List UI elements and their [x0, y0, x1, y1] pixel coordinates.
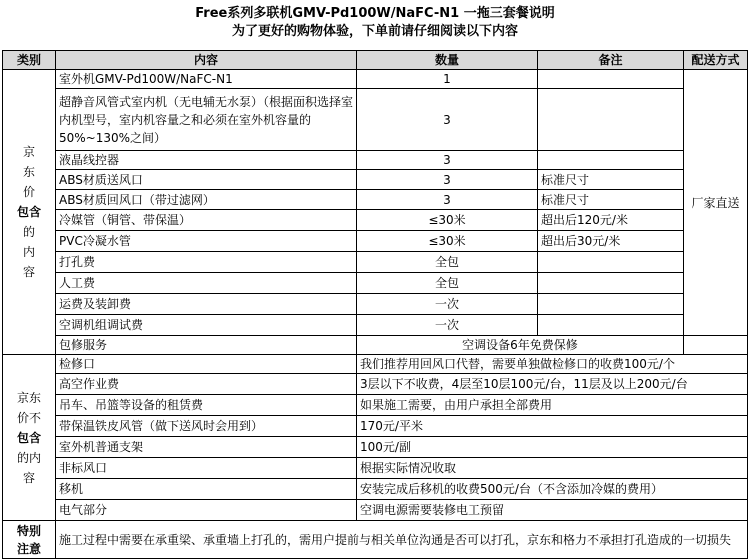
remark-cell: 超出后30元/米	[538, 231, 684, 252]
note-cell: 如果施工需要，由用户承担全部费用	[357, 395, 748, 416]
category-line: 容	[22, 470, 35, 485]
content-cell: ABS材质回风口（带过滤网）	[56, 190, 357, 210]
header-quantity: 数量	[357, 51, 538, 70]
remark-cell: 超出后120元/米	[538, 210, 684, 231]
category-line: 京东	[16, 390, 41, 405]
table-row	[3, 458, 748, 479]
content-cell: 人工费	[56, 273, 357, 294]
category-line: 价	[22, 185, 35, 199]
note-cell: 我们推荐用回风口代替，需要单独做检修口的收费100元/个	[357, 355, 748, 374]
content-cell: 运费及装卸费	[56, 294, 357, 315]
content-cell: 高空作业费	[56, 374, 357, 395]
content-cell: 包修服务	[56, 336, 357, 355]
delivery-cell: 厂家直送	[684, 70, 748, 336]
note-cell: 170元/平米	[357, 416, 748, 437]
category-line	[3, 408, 55, 428]
category-line: 的	[22, 225, 35, 239]
special-label-line: 注意	[16, 541, 41, 556]
remark-cell: 标准尺寸	[538, 190, 684, 210]
note-cell: 空调电源需要装修电工预留	[357, 500, 748, 521]
table-row	[3, 151, 748, 170]
content-cell: 检修口	[56, 355, 357, 374]
table-row	[3, 355, 748, 374]
remark-cell	[538, 70, 684, 89]
content-cell: 空调机组调试费	[56, 315, 357, 336]
remark-cell	[538, 273, 684, 294]
included-category-cell	[3, 70, 56, 355]
category-line: 内	[22, 245, 35, 259]
note-cell: 安装完成后移机的收费500元/台（不含添加冷媒的费用）	[357, 479, 748, 500]
content-cell: 室外机普通支架	[56, 437, 357, 458]
special-label-line: 特别	[16, 523, 41, 538]
remark-cell	[538, 89, 684, 151]
category-line: 包含	[16, 205, 41, 219]
header-content: 内容	[56, 51, 357, 70]
table-row	[3, 170, 748, 190]
category-line: 的内	[16, 450, 41, 465]
content-cell: 室外机GMV-Pd100W/NaFC-N1	[56, 70, 357, 89]
table-row	[3, 416, 748, 437]
table-row	[3, 374, 748, 395]
content-cell: ABS材质送风口	[56, 170, 357, 190]
table-row	[3, 252, 748, 273]
special-notice-text: 施工过程中需要在承重梁、承重墙上打孔的，需用户提前与相关单位沟通是否可以打孔，京东和格力不承担打孔造成的一切损失	[56, 521, 748, 559]
content-cell: 移机	[56, 479, 357, 500]
note-cell: 100元/副	[357, 437, 748, 458]
category-line: 东	[22, 165, 35, 179]
remark-cell: 标准尺寸	[538, 170, 684, 190]
table-row	[3, 210, 748, 231]
quantity-cell: 一次	[357, 315, 538, 336]
table-row	[3, 315, 748, 336]
table-row	[3, 437, 748, 458]
table-row	[3, 395, 748, 416]
content-cell: 冷媒管（铜管、带保温）	[56, 210, 357, 231]
quantity-cell: 全包	[357, 252, 538, 273]
quantity-cell: ≤30米	[357, 231, 538, 252]
table-row	[3, 89, 748, 151]
header-category: 类别	[3, 51, 56, 70]
quantity-cell: ≤30米	[357, 210, 538, 231]
category-line: 包含	[16, 430, 41, 445]
page-title: Free系列多联机GMV-Pd100W/NaFC-N1 一拖三套餐说明	[195, 6, 555, 21]
table-row	[3, 70, 748, 89]
quantity-cell: 3	[357, 89, 538, 151]
quantity-cell: 全包	[357, 273, 538, 294]
table-row	[3, 231, 748, 252]
content-cell: 打孔费	[56, 252, 357, 273]
remark-cell	[538, 294, 684, 315]
remark-cell	[538, 252, 684, 273]
remark-cell	[538, 151, 684, 170]
table-row	[3, 500, 748, 521]
page-subtitle: 为了更好的购物体验，下单前请仔细阅读以下内容	[231, 24, 518, 39]
category-line-text: 价不	[16, 410, 41, 425]
quantity-cell: 1	[357, 70, 538, 89]
note-cell: 根据实际情况收取	[357, 458, 748, 479]
remark-cell	[538, 315, 684, 336]
content-cell: 超静音风管式室内机（无电辅无水泵）（根据面积选择室内机型号，室内机容量之和必须在室外机容量的50%~130%之间）	[56, 89, 357, 151]
header-delivery: 配送方式	[684, 51, 748, 70]
table-row	[3, 479, 748, 500]
table-row	[3, 336, 748, 355]
quantity-cell: 3	[357, 151, 538, 170]
content-cell: 电气部分	[56, 500, 357, 521]
quantity-cell: 3	[357, 170, 538, 190]
note-cell: 3层以下不收费，4层至10层100元/台，11层及以上200元/台	[357, 374, 748, 395]
header-remark: 备注	[538, 51, 684, 70]
content-cell: 非标风口	[56, 458, 357, 479]
delivery-empty-cell	[684, 336, 748, 355]
content-cell: 液晶线控器	[56, 151, 357, 170]
package-table	[2, 50, 748, 559]
quantity-cell: 3	[357, 190, 538, 210]
table-row	[3, 273, 748, 294]
table-header-row	[3, 51, 748, 70]
category-line: 京	[22, 145, 35, 159]
content-cell: PVC冷凝水管	[56, 231, 357, 252]
special-notice-label	[3, 521, 56, 559]
content-cell: 带保温铁皮风管（做下送风时会用到）	[56, 416, 357, 437]
excluded-category-cell	[3, 355, 56, 521]
content-cell: 吊车、吊篮等设备的租赁费	[56, 395, 357, 416]
quantity-cell: 一次	[357, 294, 538, 315]
special-notice-row	[3, 521, 748, 559]
table-row	[3, 294, 748, 315]
category-line: 容	[22, 265, 35, 279]
table-row	[3, 190, 748, 210]
quantity-cell: 空调设备6年免费保修	[357, 336, 684, 355]
